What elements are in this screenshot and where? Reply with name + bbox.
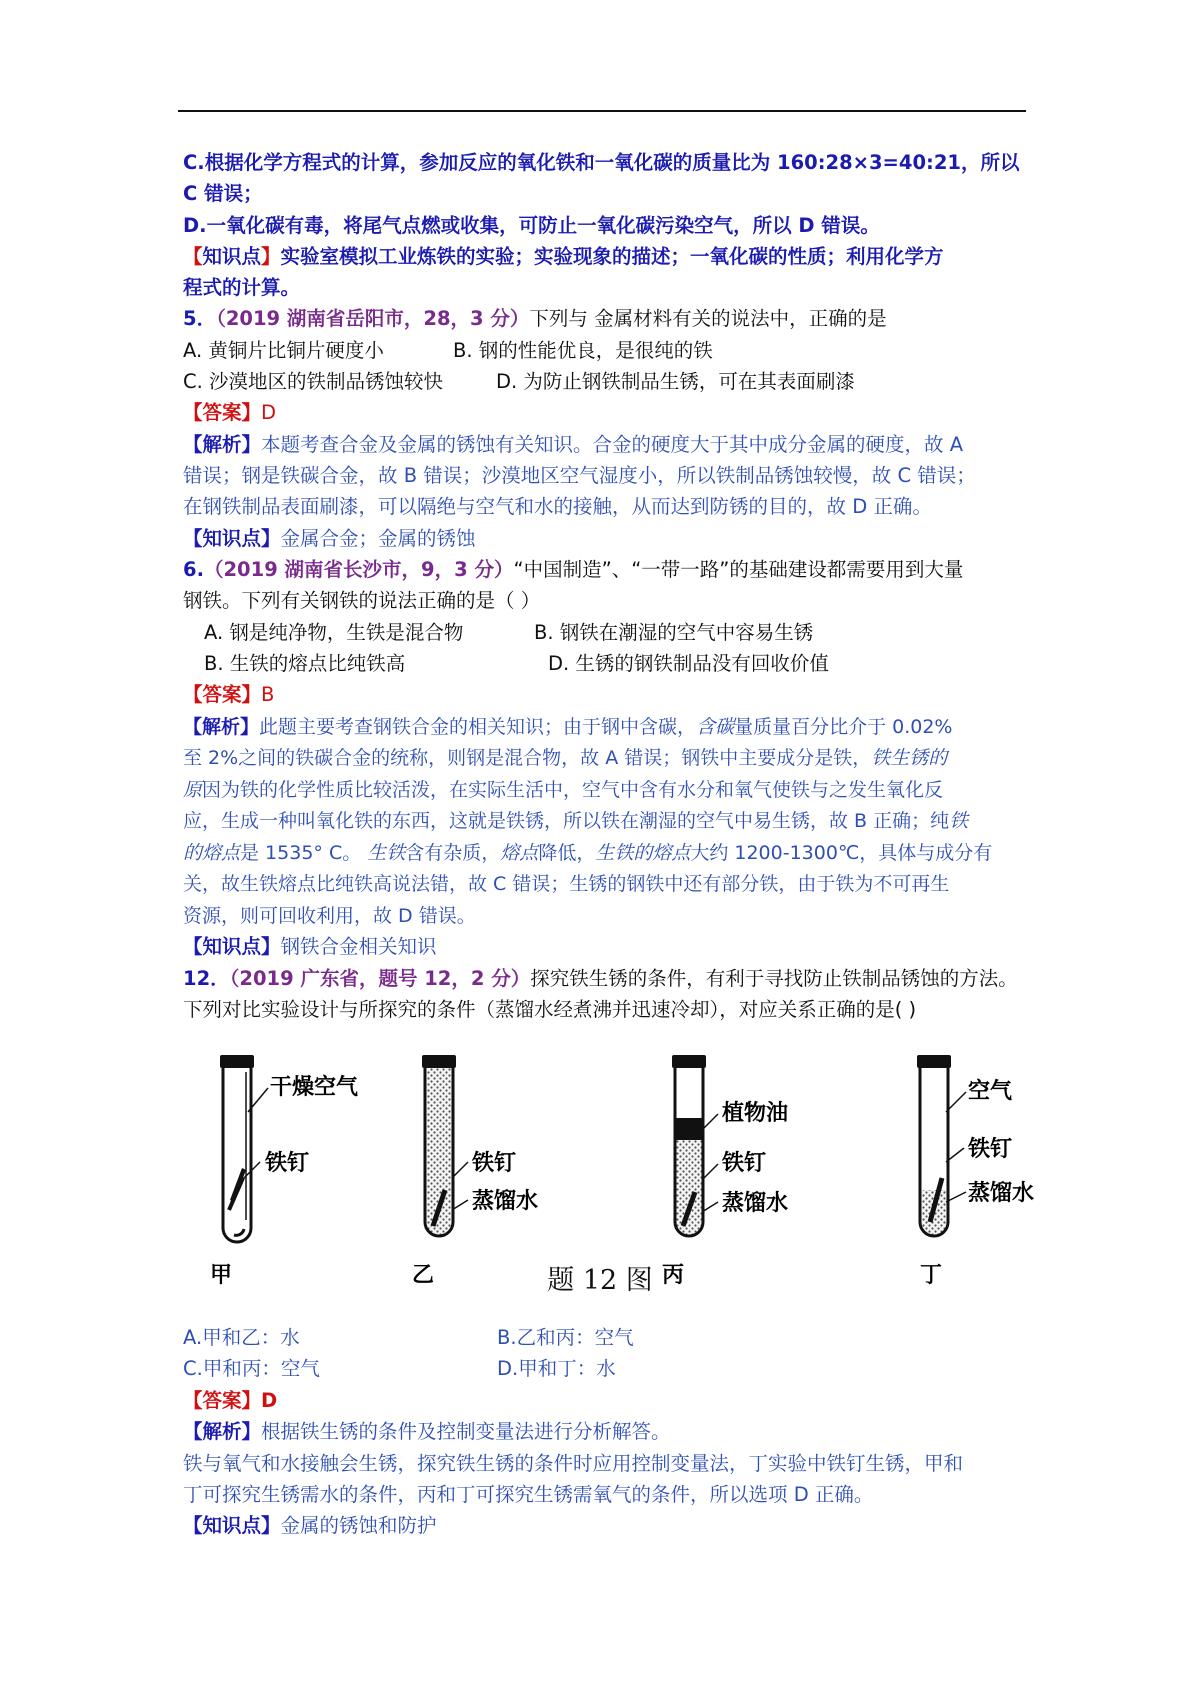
tube-ding-label-water: 蒸馏水: [968, 1181, 1035, 1206]
q6-option-b: B. 钢铁在潮湿的空气中容易生锈: [534, 621, 814, 644]
q12-figure: [190, 1050, 1150, 1295]
tube-yi-label-nail: 铁钉: [472, 1151, 517, 1176]
q6-option-d: D. 生锈的钢铁制品没有回收价值: [548, 652, 829, 675]
q6-analysis-line5: 的熔点是 1535° C。 生铁含有杂质，熔点降低，生铁的熔点大约 1200-1300℃，具体与成分有: [183, 842, 993, 864]
tube-jia: [210, 1055, 359, 1288]
tube-jia-label-nail: 铁钉: [265, 1151, 310, 1176]
q12-option-a: A.甲和乙：水: [183, 1326, 300, 1349]
q12-option-c: C.甲和丙：空气: [183, 1357, 320, 1380]
tube-yi: [412, 1055, 538, 1288]
q5-option-a: A. 黄铜片比铜片硬度小: [183, 339, 384, 362]
tube-jia-name: 甲: [210, 1263, 233, 1288]
q6-analysis-line1: 【解析】此题主要考查钢铁合金的相关知识；由于钢中含碳，含碳量质量百分比介于 0.02%: [183, 716, 953, 738]
q12-figure-caption: 题 12 图: [547, 1265, 653, 1296]
q6-options-cd: [204, 651, 829, 677]
tube-yi-name: 乙: [412, 1263, 435, 1288]
q12-analysis-line1: 【解析】根据铁生锈的条件及控制变量法进行分析解答。: [183, 1420, 671, 1443]
q12-knowledge-point: 【知识点】金属的锈蚀和防护: [183, 1514, 437, 1537]
q12-option-d: D.甲和丁：水: [497, 1357, 616, 1380]
tube-ding-label-nail: 铁钉: [968, 1137, 1013, 1162]
q5-option-d: D. 为防止钢铁制品生锈，可在其表面刷漆: [496, 370, 855, 393]
q12-answer: 【答案】D: [183, 1389, 278, 1412]
q12-stem-line2: 下列对比实验设计与所探究的条件（蒸馏水经煮沸并迅速冷却），对应关系正确的是( ): [183, 998, 917, 1021]
q12-analysis-line2: 铁与氧气和水接触会生锈，探究铁生锈的条件时应用控制变量法，丁实验中铁钉生锈，甲和: [183, 1452, 964, 1475]
q5-analysis-line3: 在钢铁制品表面刷漆，可以隔绝与空气和水的接触，从而达到防锈的目的，故 D 正确。: [183, 495, 932, 518]
tube-yi-label-water: 蒸馏水: [472, 1189, 539, 1214]
q6-analysis-line4: 应，生成一种叫氧化铁的东西，这就是铁锈，所以铁在潮湿的空气中易生锈，故 B 正确；纯铁: [183, 810, 969, 832]
tube-ding-name: 丁: [920, 1263, 943, 1288]
q12-stem-line1: 12．（2019 广东省，题号 12，2 分）探究铁生锈的条件，有利于寻找防止铁制品锈蚀的方法。: [183, 967, 1018, 990]
q5-stem: 5．（2019 湖南省岳阳市，28，3 分）下列与 金属材料有关的说法中，正确的是: [183, 307, 887, 330]
prev-option-d: D.一氧化碳有毒，将尾气点燃或收集，可防止一氧化碳污染空气，所以 D 错误。: [183, 214, 880, 237]
q5-analysis-line2: 错误；钢是铁碳合金，故 B 错误；沙漠地区空气湿度小，所以铁制品锈蚀较慢，故 C 错误；: [183, 464, 976, 487]
q6-option-c: B. 生铁的熔点比纯铁高: [204, 652, 406, 675]
tube-bing-label-water: 蒸馏水: [722, 1191, 789, 1216]
q6-stem-line1: 6.（2019 湖南省长沙市，9，3 分）“中国制造”、“一带一路”的基础建设都需要用到大量: [183, 558, 964, 581]
q5-analysis-line1: 【解析】本题考查合金及金属的锈蚀有关知识。合金的硬度大于其中成分金属的硬度，故 A: [183, 433, 964, 456]
q5-option-b: B. 钢的性能优良，是很纯的铁: [453, 339, 713, 362]
q5-knowledge-point: 【知识点】金属合金；金属的锈蚀: [183, 527, 476, 550]
tube-ding: [917, 1055, 1034, 1288]
prev-option-c-line1: C.根据化学方程式的计算，参加反应的氧化铁和一氧化碳的质量比为 160:28×3=40:21，所以: [183, 151, 1020, 174]
prev-knowledge-point: 【知识点】实验室模拟工业炼铁的实验；实验现象的描述；一氧化碳的性质；利用化学方: [183, 245, 944, 268]
q12-analysis-line3: 丁可探究生锈需水的条件，丙和丁可探究生锈需氧气的条件，所以选项 D 正确。: [183, 1483, 874, 1506]
q5-option-c: C. 沙漠地区的铁制品锈蚀较快: [183, 370, 444, 393]
q6-answer: 【答案】B: [183, 683, 275, 706]
q5-options-ab: [183, 338, 713, 364]
q6-analysis-line6: 关，故生铁熔点比纯铁高说法错，故 C 错误；生锈的钢铁中还有部分铁，由于铁为不可再生: [183, 873, 950, 895]
q6-analysis-line7: 资源，则可回收利用，故 D 错误。: [183, 905, 476, 927]
tube-bing-label-nail: 铁钉: [722, 1151, 767, 1176]
tube-bing-name: 丙: [662, 1263, 685, 1288]
q6-option-a: A. 钢是纯净物，生铁是混合物: [204, 621, 464, 644]
q12-options-cd: [183, 1356, 616, 1382]
q5-answer: 【答案】D: [183, 401, 277, 424]
q5-options-cd: [183, 369, 855, 395]
tube-bing: [662, 1055, 788, 1288]
prev-knowledge-point-cont: 程式的计算。: [183, 276, 301, 299]
q6-stem-line2: 钢铁。下列有关钢铁的说法正确的是（ ）: [183, 589, 541, 612]
q12-option-b: B.乙和丙：空气: [497, 1326, 634, 1349]
q6-options-ab: [204, 620, 814, 646]
header-rule: [178, 110, 1026, 112]
prev-option-c-line2: C 错误；: [183, 182, 263, 205]
tube-bing-label-oil: 植物油: [722, 1101, 789, 1126]
q6-analysis-line3: 原因为铁的化学性质比较活泼，在实际生活中，空气中含有水分和氧气使铁与之发生氧化反: [183, 779, 944, 801]
q12-options-ab: [183, 1325, 634, 1351]
tube-ding-label-air: 空气: [968, 1079, 1013, 1104]
tube-jia-label-air: 干燥空气: [270, 1075, 359, 1100]
q6-knowledge-point: 【知识点】钢铁合金相关知识: [183, 935, 437, 958]
q6-analysis-line2: 至 2%之间的铁碳合金的统称，则钢是混合物，故 A 错误；钢铁中主要成分是铁，铁生锈的: [183, 747, 948, 769]
